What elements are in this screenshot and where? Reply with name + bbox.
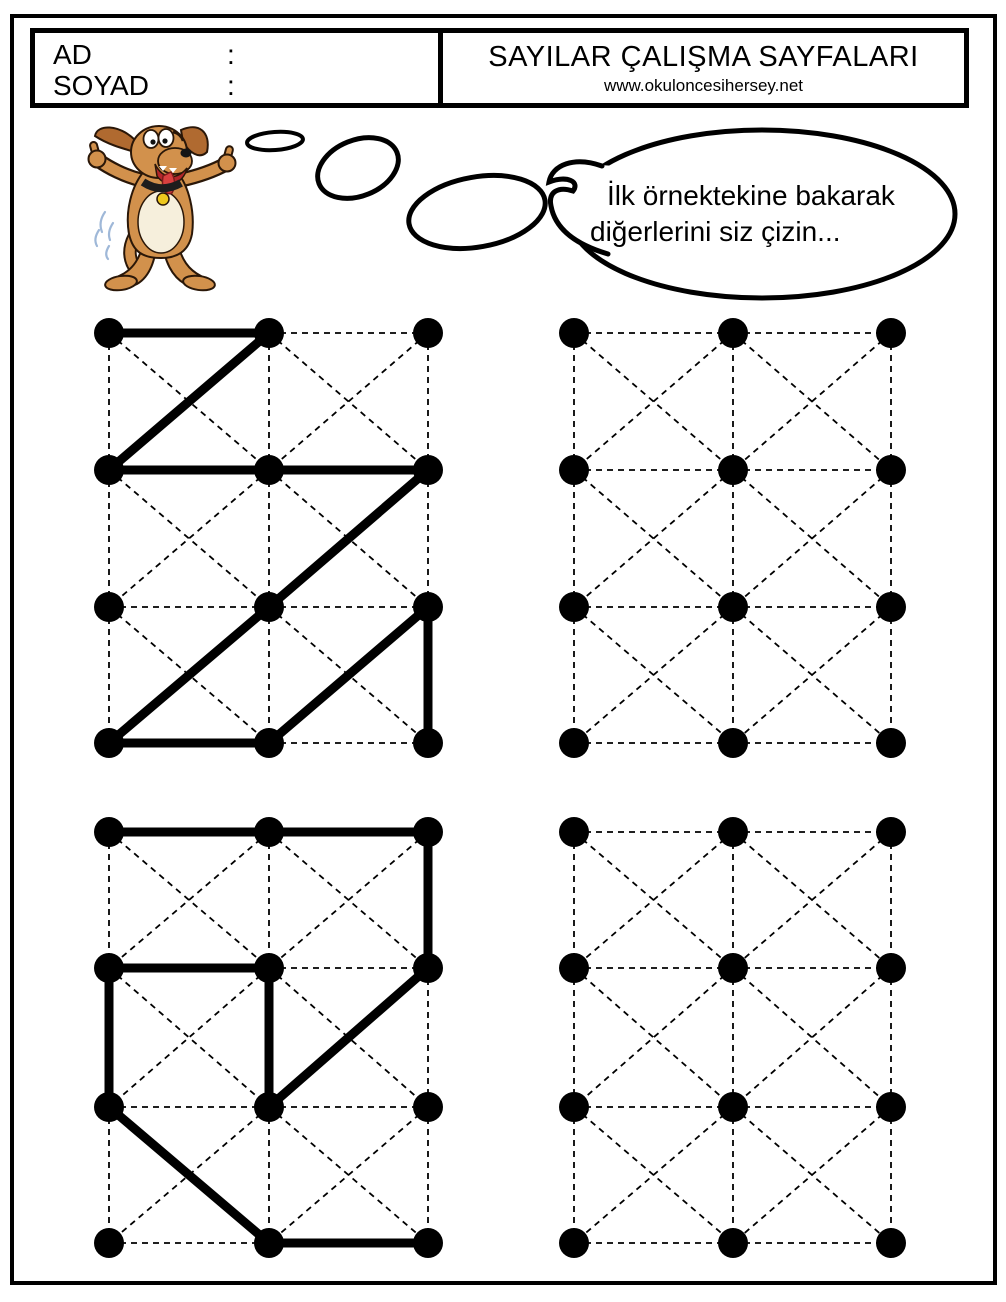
grid-dot (559, 953, 589, 983)
grid-dot (876, 1092, 906, 1122)
surname-row (53, 70, 438, 101)
title-cell (438, 33, 964, 103)
header-box (30, 28, 969, 108)
grid-dot (876, 817, 906, 847)
motion-marks-icon (95, 212, 113, 259)
grid-dot (94, 953, 124, 983)
dog-foot-right (182, 274, 216, 292)
dot-grid-practice-2[interactable] (549, 807, 916, 1268)
surname-label: SOYAD (53, 70, 149, 101)
grid-dot (254, 953, 284, 983)
dot-grid-example-2 (84, 807, 453, 1268)
name-row (53, 39, 438, 70)
grid-dot (254, 318, 284, 348)
dog-foot-left (104, 274, 138, 292)
name-fields-cell (35, 33, 438, 103)
grid-dot (559, 318, 589, 348)
grid-dot (413, 318, 443, 348)
grid-dot (94, 1092, 124, 1122)
grid-dot (254, 1228, 284, 1258)
dot-grid-practice-1[interactable] (549, 308, 916, 768)
grid-dot (413, 592, 443, 622)
grid-dot (876, 1228, 906, 1258)
collar-tag-icon (157, 193, 169, 205)
grid-dot (413, 1228, 443, 1258)
grid-dot (718, 455, 748, 485)
grid-dot (559, 1228, 589, 1258)
dot-grid-example-1 (84, 308, 453, 768)
grid-dot (718, 1228, 748, 1258)
grid-dot (718, 728, 748, 758)
grid-dot (94, 728, 124, 758)
speech-bubble (530, 120, 965, 305)
surname-input-area[interactable] (235, 70, 438, 101)
grid-dot (94, 455, 124, 485)
grid-dot (559, 728, 589, 758)
speech-text-line1: İlk örnektekine bakarak (607, 180, 895, 211)
grid-dot (718, 817, 748, 847)
grid-dot (559, 455, 589, 485)
grid-dot (718, 318, 748, 348)
grid-dot (876, 728, 906, 758)
grid-dot (413, 817, 443, 847)
grid-dot (718, 592, 748, 622)
grid-dot (94, 817, 124, 847)
grid-dot (413, 953, 443, 983)
grid-dot (876, 953, 906, 983)
dog-mascot-illustration (85, 120, 237, 298)
grid-dot (94, 318, 124, 348)
grid-dot (254, 817, 284, 847)
grid-dot (413, 728, 443, 758)
thought-bubbles-icon (240, 125, 560, 260)
grid-dot (876, 592, 906, 622)
grid-dot (876, 318, 906, 348)
grid-dot (254, 455, 284, 485)
dog-nose-icon (181, 149, 192, 158)
surname-colon: : (227, 70, 235, 101)
website-url: www.okuloncesihersey.net (603, 75, 804, 95)
grid-dot (718, 953, 748, 983)
grid-dot (413, 1092, 443, 1122)
grid-dot (254, 728, 284, 758)
grid-dot (94, 592, 124, 622)
worksheet-title: SAYILAR ÇALIŞMA SAYFALARI (488, 40, 919, 73)
grid-dot (254, 592, 284, 622)
name-label: AD (53, 39, 92, 70)
grid-dot (718, 1092, 748, 1122)
grid-dot (559, 817, 589, 847)
name-colon: : (227, 39, 235, 70)
grid-dot (559, 1092, 589, 1122)
grid-dot (254, 1092, 284, 1122)
grid-dot (876, 455, 906, 485)
grid-dot (94, 1228, 124, 1258)
grid-dot (413, 455, 443, 485)
speech-text-line2: diğerlerini siz çizin... (590, 216, 841, 247)
name-input-area[interactable] (235, 39, 438, 70)
grid-dot (559, 592, 589, 622)
